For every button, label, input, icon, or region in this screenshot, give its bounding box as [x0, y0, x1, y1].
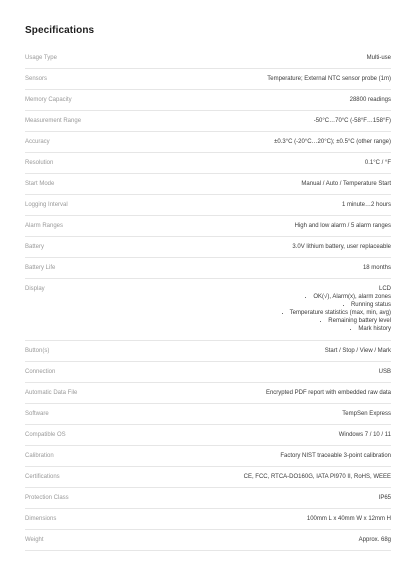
spec-row-automatic-data-file [25, 383, 391, 404]
spec-value: 100mm L x 40mm W x 12mm H [306, 516, 391, 522]
display-features-list [282, 293, 391, 333]
spec-row-memory-capacity [25, 90, 391, 111]
spec-label: Software [25, 411, 49, 417]
spec-row-certifications [25, 467, 391, 488]
display-type: LCD [378, 286, 391, 292]
spec-row-logging-interval [25, 195, 391, 216]
spec-label: Measurement Range [25, 118, 82, 124]
spec-value: USB [378, 369, 391, 375]
spec-value: Encrypted PDF report with embedded raw data [265, 390, 391, 396]
spec-value: 1 minute…2 hours [341, 202, 391, 208]
spec-row-resolution [25, 153, 391, 174]
spec-label: Compatible OS [25, 432, 66, 438]
spec-label: Display [25, 286, 45, 292]
spec-label: Memory Capacity [25, 97, 72, 103]
spec-row-display [25, 279, 391, 341]
spec-label: Alarm Ranges [25, 223, 64, 229]
spec-label: Battery Life [25, 265, 56, 271]
spec-value: TempSen Express [342, 411, 391, 417]
list-item: • Running status [282, 301, 391, 309]
spec-row-accuracy [25, 132, 391, 153]
spec-value: Approx. 68g [358, 537, 391, 543]
spec-value: 28800 readings [349, 97, 391, 103]
spec-label: Automatic Data File [25, 390, 78, 396]
spec-row-dimensions [25, 509, 391, 530]
spec-value: High and low alarm / 5 alarm ranges [294, 223, 391, 229]
spec-row-sensors [25, 69, 391, 90]
list-item: • Temperature statistics (max, min, avg) [282, 309, 391, 317]
spec-label: Accuracy [25, 139, 50, 145]
spec-row-weight [25, 530, 391, 551]
spec-row-buttons [25, 341, 391, 362]
spec-row-calibration [25, 446, 391, 467]
spec-value: ±0.3°C (-20°C…20°C); ±0.5°C (other range) [274, 139, 391, 145]
spec-label: Usage Type [25, 55, 57, 61]
spec-value: CE, FCC, RTCA-DO160G, IATA PI970 II, RoHS, WEEE [243, 474, 391, 480]
list-item: • OK(√), Alarm(x), alarm zones [282, 293, 391, 301]
spec-label: Connection [25, 369, 56, 375]
spec-label: Sensors [25, 76, 48, 82]
spec-row-battery [25, 237, 391, 258]
spec-row-measurement-range [25, 111, 391, 132]
spec-row-battery-life [25, 258, 391, 279]
spec-row-start-mode [25, 174, 391, 195]
spec-label: Start Mode [25, 181, 55, 187]
spec-value: Temperature; External NTC sensor probe (1m) [267, 76, 391, 82]
spec-value: IP65 [378, 495, 391, 501]
spec-value: Factory NIST traceable 3-point calibration [280, 453, 391, 459]
spec-label: Button(s) [25, 348, 50, 354]
spec-value: -50°C…70°C (-58°F…158°F) [313, 118, 391, 124]
spec-label: Battery [25, 244, 45, 250]
spec-row-protection-class [25, 488, 391, 509]
list-item: • Mark history [282, 325, 391, 333]
spec-label: Logging Interval [25, 202, 68, 208]
spec-label: Weight [25, 537, 44, 543]
list-item: • Remaining battery level [282, 317, 391, 325]
spec-value: 0.1°C / °F [364, 160, 391, 166]
spec-label: Calibration [25, 453, 54, 459]
spec-row-compatible-os [25, 425, 391, 446]
spec-label: Certifications [25, 474, 60, 480]
spec-value: Multi-use [366, 55, 391, 61]
spec-label: Protection Class [25, 495, 69, 501]
spec-label: Dimensions [25, 516, 57, 522]
spec-value: 3.0V lithium battery, user replaceable [292, 244, 391, 250]
spec-value: 18 months [362, 265, 391, 271]
spec-row-software [25, 404, 391, 425]
spec-row-alarm-ranges [25, 216, 391, 237]
spec-value: Windows 7 / 10 / 11 [338, 432, 391, 438]
spec-value: Start / Stop / View / Mark [324, 348, 391, 354]
spec-value [282, 285, 391, 333]
specs-table [25, 48, 391, 551]
spec-row-connection [25, 362, 391, 383]
page-title: Specifications [25, 25, 95, 36]
spec-label: Resolution [25, 160, 54, 166]
spec-value: Manual / Auto / Temperature Start [301, 181, 391, 187]
spec-row-usage-type [25, 48, 391, 69]
